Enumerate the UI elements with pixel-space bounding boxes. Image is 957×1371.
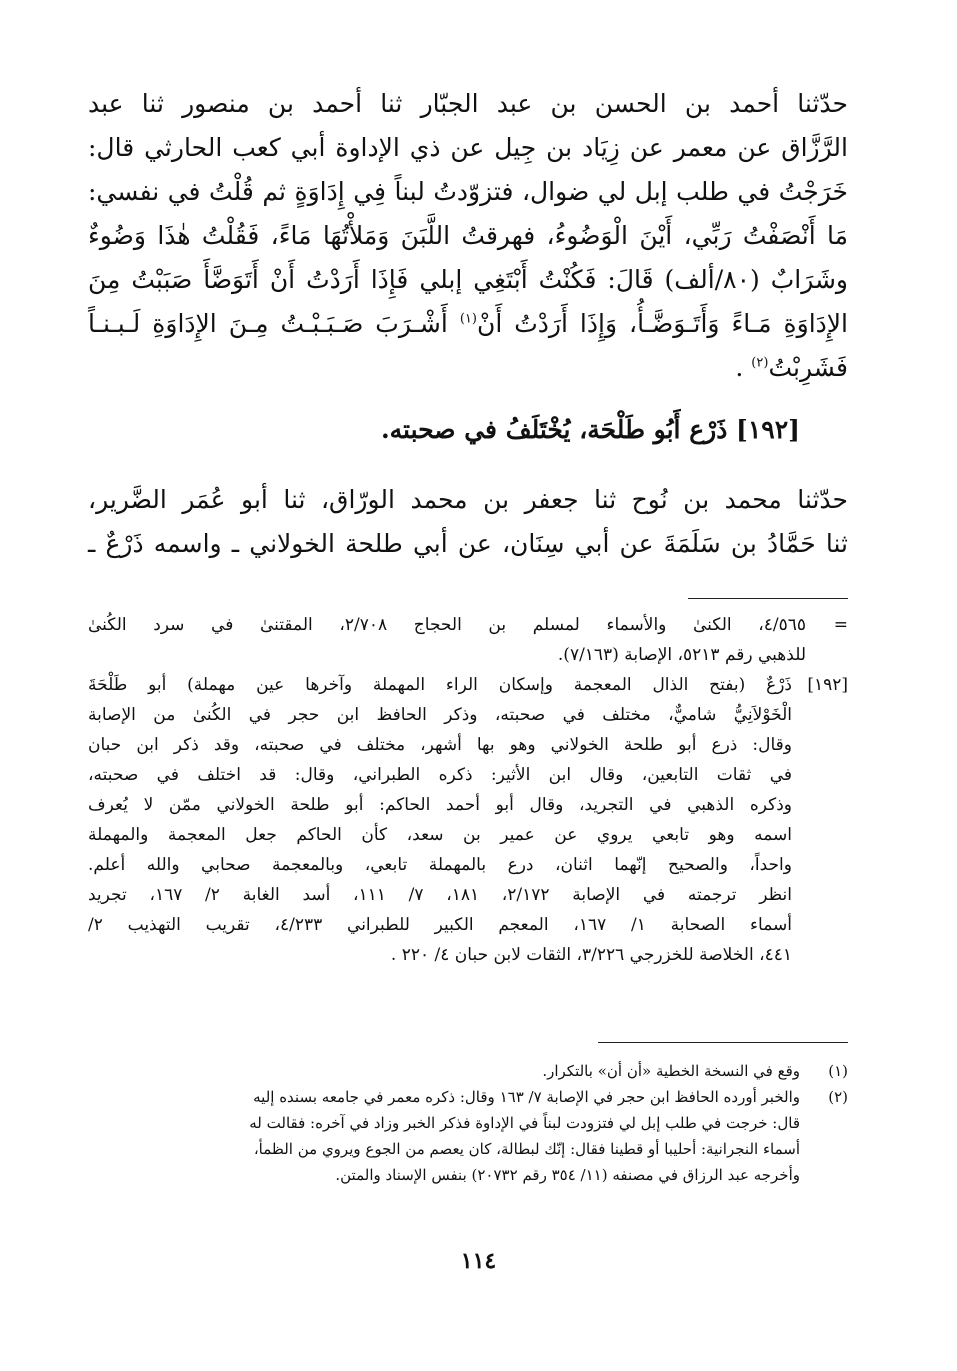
footnote-line: وأخرجه عبد الرزاق في مصنفه (١١/ ٣٥٤ رقم ٢٠٧٣٢) بنفس الإسناد والمتن. xyxy=(335,1166,800,1184)
footnotes xyxy=(88,1058,848,1188)
note-line: وذكره الذهبي في التجريد، وقال أبو أحمد الحاكم: أبو طلحة الخولاني ممّن لا يُعرف xyxy=(88,795,792,815)
text-line: حدّثنا محمد بن نُوح ثنا جعفر بن محمد الورّاق، ثنا أبو عُمَر الضَّرير، xyxy=(88,485,848,514)
text-segment: . xyxy=(735,353,744,382)
note-192 xyxy=(88,670,848,970)
note-line: ٤/٥٦٥، الكنىٰ والأسماء لمسلم بن الحجاج ٢/٧٠٨، المقتنىٰ في سرد الكُنىٰ xyxy=(88,615,806,635)
commentary-notes xyxy=(88,610,848,970)
note-line: في ثقات التابعين، وقال ابن الأثير: ذكره الطبراني، وقال: قد اختلف في صحبته، xyxy=(88,765,792,785)
text-line: خَرَجْتُ في طلب إبل لي ضوال، فتزوّدتُ لبناً فِي إِدَاوَةٍ ثم قُلْتُ في نفسي: xyxy=(88,177,848,206)
main-text xyxy=(88,82,848,566)
footnotes-divider xyxy=(598,1042,848,1043)
note-line: ذَرْعٌ (بفتح الذال المعجمة وإسكان الراء المهملة وآخرها عين مهملة) أبو طَلْحَةَ xyxy=(88,675,792,695)
page-number: ١١٤ xyxy=(460,1248,497,1274)
note-line: ٤٤١، الخلاصة للخزرجي ٣/٢٢٦، الثقات لابن حبان ٤/ ٢٢٠ . xyxy=(390,945,792,965)
footnote-line: وقع في النسخة الخطية «أن أن» بالتكرار. xyxy=(542,1062,800,1080)
text-line: حدّثنا أحمد بن الحسن بن عبد الجبّار ثنا أحمد بن منصور ثنا عبد xyxy=(88,89,848,118)
footnote-ref: (١) xyxy=(459,311,477,327)
footnote-line: قال: خرجت في طلب إبل لي فتزودت لبناً في الإداوة فذكر الخبر وزاد في آخره: فقالت له xyxy=(249,1114,800,1132)
text-segment: الإِدَاوَةِ مَـاءً وَأَتَـوَضَّـأُ، وَإِذَا أَرَدْتُ أَنْ xyxy=(476,309,848,338)
footnote-number: (١) xyxy=(828,1062,848,1080)
note-line: وقال: ذرع أبو طلحة الخولاني وهو بها أشهر، مختلف في صحبته، وقد ذكر ابن حبان xyxy=(88,735,792,755)
footnote-number: (٢) xyxy=(828,1088,848,1106)
text-segment: فَشَرِبْتُ xyxy=(768,353,848,382)
footnote-1 xyxy=(88,1058,848,1084)
note-line: واحداً، والصحيح إنّهما اثنان، درع بالمهملة تابعي، وبالمعجمة صحابي والله أعلم. xyxy=(88,855,792,875)
text-line xyxy=(88,346,848,390)
text-line: ثنا حَمَّادُ بن سَلَمَةَ عن أبي سِنَان، عن أبي طلحة الخولاني ـ واسمه ذَرْعٌ ـ xyxy=(88,529,848,558)
footnote-ref: (٢) xyxy=(751,355,769,371)
continuation-mark: = xyxy=(833,615,848,635)
note-line: أسماء الصحابة ١/ ١٦٧، المعجم الكبير للطبراني ٤/٢٣٣، تقريب التهذيب ٢/ xyxy=(88,915,793,935)
entry-heading: [١٩٢] ذَرْع أَبُو طَلْحَة، يُخْتَلَفُ في صحبته. xyxy=(380,415,800,444)
hadith-paragraph-1 xyxy=(88,82,848,390)
note-line: اسمه وهو تابعي يروي عن عمير بن سعد، كأن الحاكم جعل المعجمة والمهملة xyxy=(88,825,792,845)
notes-divider xyxy=(688,598,848,599)
footnote-2 xyxy=(88,1084,848,1188)
text-line: وشَرَابٌ (٨٠/ألف) قَالَ: فَكُنْتُ أَبْتَغِي إبلي فَإِذَا أَرَدْتُ أَنْ أَتَوَضَّأَ صَبَبْتُ مِنَ xyxy=(88,265,849,294)
continued-note xyxy=(88,610,848,670)
text-line: الرَّزَّاق عن معمر عن زِيَاد بن جِيل عن ذي الإداوة أبي كعب الحارثي قال: xyxy=(88,133,848,162)
note-number: [١٩٢] xyxy=(807,675,848,695)
text-line xyxy=(88,302,848,346)
note-line: للذهبي رقم ٥٢١٣، الإصابة (٧/١٦٣). xyxy=(557,645,806,665)
note-line: الْخَوْلاَنِيُّ شاميٌّ، مختلف في صحبته، وذكر الحافظ ابن حجر في الكُنىٰ من الإصابة xyxy=(88,705,792,725)
text-segment: أَشْـرَبَ صَـبَـبْـتُ مِـنَ الإِدَاوَةِ لَـبـنـاً xyxy=(88,309,448,338)
hadith-paragraph-2 xyxy=(88,478,848,566)
footnote-line: أسماء النجرانية: أحليبا أو قطينا فقال: إنّك لبطالة، كان يعصم من الجوع ويروي من الظمأ، xyxy=(253,1140,800,1158)
footnote-line: والخبر أورده الحافظ ابن حجر في الإصابة ٧/ ١٦٣ وقال: ذكره معمر في جامعه بسنده إليه xyxy=(253,1088,800,1106)
note-line: انظر ترجمته في الإصابة ٢/١٧٢، ١٨١، ٧/ ١١١، أسد الغابة ٢/ ١٦٧، تجريد xyxy=(88,885,793,905)
text-line: مَا أَنْصَفْتُ رَبِّي، أَيْنَ الْوَضُوءُ، فهرقتُ اللَّبَنَ وَمَلأْتُهَا مَاءً، فَقُلْتُ هٰذَا وَضُوءٌ xyxy=(88,221,849,250)
